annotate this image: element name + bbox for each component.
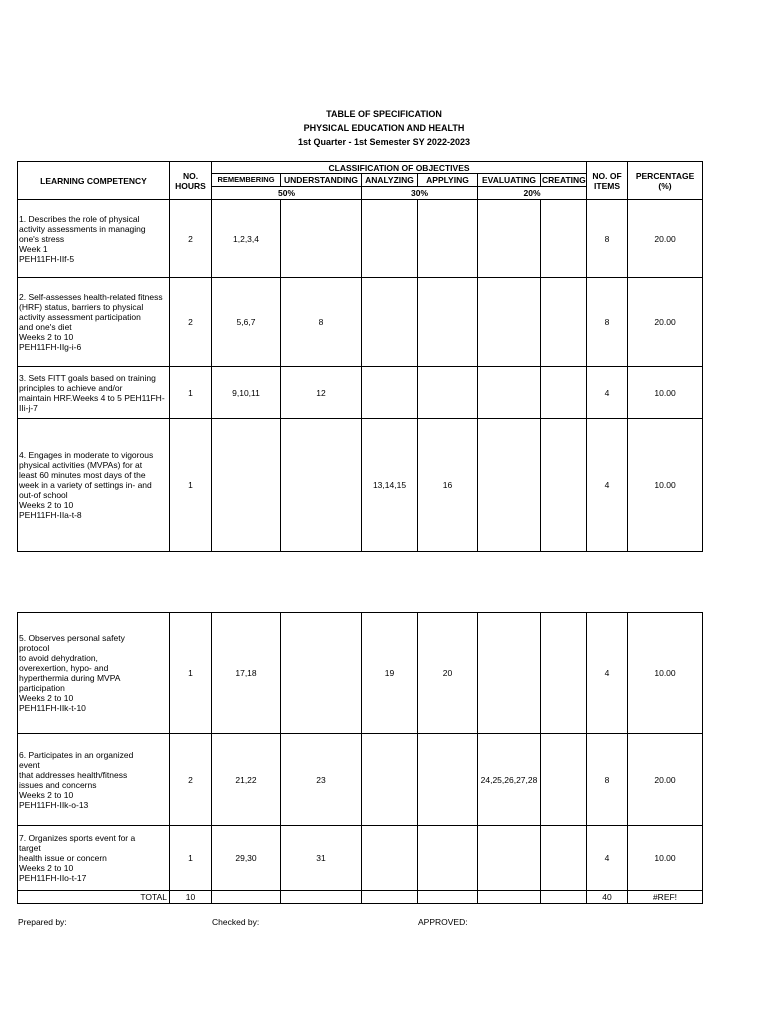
document-title: TABLE OF SPECIFICATION — [326, 109, 442, 119]
total-percentage: #REF! — [628, 891, 703, 904]
percentage-cell: 10.00 — [628, 613, 703, 734]
evaluating-cell: 24,25,26,27,28 — [478, 734, 541, 826]
hours-cell: 2 — [170, 278, 212, 367]
remembering-cell: 29,30 — [212, 826, 281, 891]
percentage-cell: 10.00 — [628, 367, 703, 419]
evaluating-cell — [478, 278, 541, 367]
percentage-cell: 10.00 — [628, 419, 703, 552]
prepared-by-label: Prepared by: — [18, 917, 67, 927]
header-remembering: REMEMBERING — [212, 174, 281, 187]
header-percent-group-1: 50% — [212, 187, 362, 200]
percentage-cell: 20.00 — [628, 734, 703, 826]
applying-cell — [418, 278, 478, 367]
header-percent-group-3: 20% — [478, 187, 587, 200]
header-learning-competency: LEARNING COMPETENCY — [18, 162, 170, 200]
percentage-cell: 20.00 — [628, 278, 703, 367]
hours-cell: 1 — [170, 419, 212, 552]
percentage-cell: 10.00 — [628, 826, 703, 891]
creating-cell — [541, 367, 587, 419]
remembering-cell: 5,6,7 — [212, 278, 281, 367]
specification-table-part-1 — [17, 161, 703, 552]
table-row — [18, 367, 703, 419]
empty-cell — [478, 891, 541, 904]
analyzing-cell: 19 — [362, 613, 418, 734]
applying-cell — [418, 200, 478, 278]
competency-cell: 4. Engages in moderate to vigorous physical activities (MVPAs) for at least 60 minutes most days of the week in a variety of settings in- and out-of school Weeks 2 to 10 PEH11FH-IIa-t-8 — [18, 419, 170, 552]
items-cell: 8 — [587, 278, 628, 367]
total-row — [18, 891, 703, 904]
competency-cell: 7. Organizes sports event for a target health issue or concern Weeks 2 to 10 PEH11FH-IIo-t-17 — [18, 826, 170, 891]
items-cell: 4 — [587, 613, 628, 734]
competency-cell: 1. Describes the role of physical activity assessments in managing one's stress Week 1 PEH11FH-IIf-5 — [18, 200, 170, 278]
table-row — [18, 613, 703, 734]
items-cell: 8 — [587, 734, 628, 826]
items-cell: 8 — [587, 200, 628, 278]
header-percent-group-2: 30% — [362, 187, 478, 200]
checked-by-label: Checked by: — [212, 917, 260, 927]
specification-table-part-2 — [17, 612, 703, 904]
understanding-cell: 23 — [281, 734, 362, 826]
creating-cell — [541, 826, 587, 891]
header-no-of-items: NO. OF ITEMS — [587, 162, 628, 200]
header-analyzing: ANALYZING — [362, 174, 418, 187]
evaluating-cell — [478, 613, 541, 734]
header-evaluating: EVALUATING — [478, 174, 541, 187]
applying-cell — [418, 367, 478, 419]
applying-cell — [418, 826, 478, 891]
table-row — [18, 734, 703, 826]
header-percentage: PERCENTAGE (%) — [628, 162, 703, 200]
analyzing-cell — [362, 200, 418, 278]
total-items: 40 — [587, 891, 628, 904]
understanding-cell — [281, 419, 362, 552]
remembering-cell: 9,10,11 — [212, 367, 281, 419]
creating-cell — [541, 613, 587, 734]
header-creating: CREATING — [542, 175, 586, 185]
evaluating-cell — [478, 200, 541, 278]
header-applying: APPLYING — [418, 174, 478, 187]
document-subject: PHYSICAL EDUCATION AND HEALTH — [303, 123, 465, 133]
table-row — [18, 826, 703, 891]
hours-cell: 1 — [170, 367, 212, 419]
analyzing-cell — [362, 734, 418, 826]
hours-cell: 2 — [170, 734, 212, 826]
items-cell: 4 — [587, 826, 628, 891]
remembering-cell — [212, 419, 281, 552]
percentage-cell: 20.00 — [628, 200, 703, 278]
header-understanding: UNDERSTANDING — [281, 174, 362, 187]
hours-cell: 1 — [170, 826, 212, 891]
table-row — [18, 419, 703, 552]
header-classification-of-objectives: CLASSIFICATION OF OBJECTIVES — [212, 162, 587, 174]
table-row — [18, 278, 703, 367]
applying-cell — [418, 734, 478, 826]
items-cell: 4 — [587, 419, 628, 552]
remembering-cell: 21,22 — [212, 734, 281, 826]
hours-cell: 2 — [170, 200, 212, 278]
analyzing-cell — [362, 367, 418, 419]
understanding-cell: 8 — [281, 278, 362, 367]
applying-cell: 16 — [418, 419, 478, 552]
understanding-cell: 31 — [281, 826, 362, 891]
evaluating-cell — [478, 367, 541, 419]
items-cell: 4 — [587, 367, 628, 419]
empty-cell — [418, 891, 478, 904]
analyzing-cell — [362, 826, 418, 891]
evaluating-cell — [478, 419, 541, 552]
creating-cell — [541, 734, 587, 826]
creating-cell — [541, 278, 587, 367]
remembering-cell: 17,18 — [212, 613, 281, 734]
understanding-cell: 12 — [281, 367, 362, 419]
understanding-cell — [281, 613, 362, 734]
creating-cell — [541, 419, 587, 552]
document-period: 1st Quarter - 1st Semester SY 2022-2023 — [298, 137, 470, 147]
analyzing-cell — [362, 278, 418, 367]
evaluating-cell — [478, 826, 541, 891]
total-hours: 10 — [170, 891, 212, 904]
hours-cell: 1 — [170, 613, 212, 734]
creating-cell — [541, 200, 587, 278]
total-label: TOTAL — [18, 891, 170, 904]
competency-cell: 6. Participates in an organized event that addresses health/fitness issues and concerns Weeks 2 to 10 PEH11FH-IIk-o-13 — [18, 734, 170, 826]
approved-label: APPROVED: — [418, 917, 468, 927]
empty-cell — [281, 891, 362, 904]
remembering-cell: 1,2,3,4 — [212, 200, 281, 278]
analyzing-cell: 13,14,15 — [362, 419, 418, 552]
applying-cell: 20 — [418, 613, 478, 734]
empty-cell — [212, 891, 281, 904]
header-no-hours: NO. HOURS — [170, 162, 212, 200]
table-row — [18, 200, 703, 278]
empty-cell — [541, 891, 587, 904]
empty-cell — [362, 891, 418, 904]
competency-cell: 5. Observes personal safety protocol to avoid dehydration, overexertion, hypo- and hyperthermia during MVPA participation Weeks 2 to 10 PEH11FH-IIk-t-10 — [18, 613, 170, 734]
competency-cell: 3. Sets FITT goals based on training principles to achieve and/or maintain HRF.Weeks 4 to 5 PEH11FH- IIi-j-7 — [18, 367, 170, 419]
competency-cell: 2. Self-assesses health-related fitness (HRF) status, barriers to physical activity assessment participation and one's diet Weeks 2 to 10 PEH11FH-IIg-i-6 — [18, 278, 170, 367]
understanding-cell — [281, 200, 362, 278]
